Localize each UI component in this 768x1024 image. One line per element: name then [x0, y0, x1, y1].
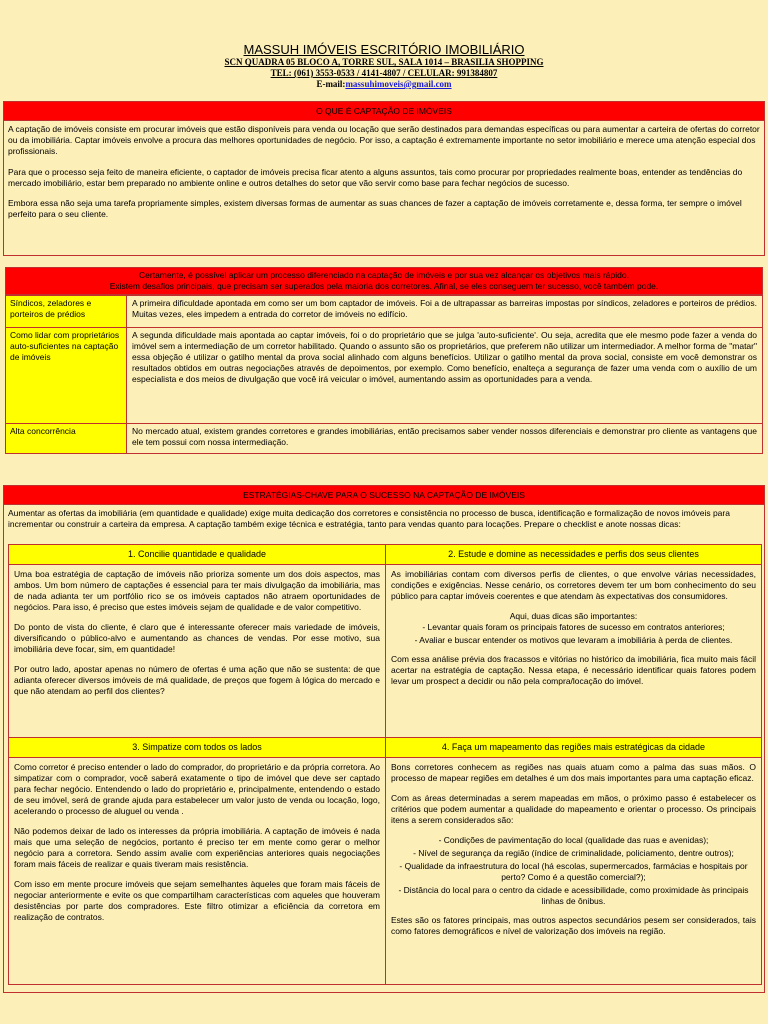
table-row: [6, 327, 762, 423]
list-item: - Avaliar e buscar entender os motivos que levaram a imobiliária à perda de clientes.: [414, 635, 733, 645]
row-label: Como lidar com proprietários auto-suficientes na captação de imóveis: [6, 328, 127, 423]
company-email-line: [0, 79, 768, 90]
row-text: A primeira dificuldade apontada em como ser um bom captador de imóveis. Foi a de ultrapassar as barreiras impostas por síndicos, zeladores e porteiros de prédios. Muitas vezes, eles impedem a entrada do corretor de imóveis no edifício.: [132, 298, 757, 319]
paragraph: As imobiliárias contam com diversos perfis de clientes, o que envolve várias necessidades, condições e exigências. Nesse cenário, os corretores devem ter um bom conhecimento do seu público para captar imóveis coerentes e que atendam às expectativas dos consumidores.: [391, 569, 756, 601]
tip-card: [9, 738, 385, 984]
tip-title: 2. Estude e domine as necessidades e perfis dos seus clientes: [386, 545, 761, 565]
tip-card: [385, 545, 761, 737]
tip-body: [9, 758, 385, 936]
paragraph: Por outro lado, apostar apenas no número de ofertas é uma ação que não se sustenta: de que adianta oferecer diversos imóveis de má qualidade, de preços que fogem à lógica do mercado e que não atendam ao perfil dos clientes?: [14, 664, 380, 696]
tip-list: [391, 835, 756, 907]
paragraph: Para que o processo seja feito de maneira eficiente, o captador de imóveis precisa ficar atento a alguns assuntos, tais como procurar por propriedades realmente boas, entender as tendências do mercado imobiliário, estar bem preparado no ambiente online e outros detalhes do setor que vão servir como base para fechar negócios de sucesso.: [8, 167, 743, 188]
paragraph: A captação de imóveis consiste em procurar imóveis que estão disponíveis para venda ou locação que serão destinados para demandas específicas ou para aumentar a carteira de ofertas do corretor ou da imobiliária. Captar imóveis envolve a procura das melhores oportunidades de negócio. Por isso, a captação é extremamente importante no setor imobiliário e merece uma atenção especial dos profissionais.: [8, 124, 760, 156]
table-row: [6, 295, 762, 327]
paragraph: Como corretor é preciso entender o lado do comprador, do proprietário e da própria corretora. Ao simpatizar com o comprador, você saberá exatamente o tipo de imóvel que deve ser captado para fechar negócio. Entendendo o lado do proprietário e, principalmente, entendendo o estado de seu imóvel, será de grande ajuda para estabelecer um valor justo de venda ou locação, logo, acelerando o processo de aluguel ou venda .: [14, 762, 380, 816]
tip-title: 4. Faça um mapeamento das regiões mais estratégicas da cidade: [386, 738, 761, 758]
tip-title: 1. Concilie quantidade e qualidade: [9, 545, 385, 565]
paragraph: Do ponto de vista do cliente, é claro que é interessante oferecer mais variedade de imóveis, diversificando o público-alvo e aumentando as chances de vendas. Por esse motivo, sua imobiliária deve focar, sim, em quantidade!: [14, 622, 380, 654]
list-item: - Nível de segurança da região (índice de criminalidade, policiamento, dentre outros);: [413, 848, 734, 858]
list-item: - Condições de pavimentação do local (qualidade das ruas e avenidas);: [438, 835, 709, 845]
row-text: A segunda dificuldade mais apontada ao captar imóveis, foi o do proprietário que se julga 'auto-suficiente'. Ou seja, acredita que ele mesmo pode fazer a venda do imóvel sem a intermediação de um corretor habilitado. Quando o assunto são os proprietários, que preferem não utilizar um intermediador. A melhor forma de "matar" essa objeção é utilizar o gatilho mental da prova social alinhado com alguns benefícios. Utilizar o gatilho mental da prova social, consiste em você demonstrar os resultados obtidos em outras negociações através de depoimentos, por exemplo. Como benefício, enalteça a segurança de fazer uma venda com o auxílio de um especialista e dos meios de divulgação que você irá veicular o imóvel, aumentando assim as oportunidades para a venda.: [132, 330, 757, 384]
challenges-table: [5, 267, 763, 454]
section-body: [4, 121, 764, 232]
strategies-heading: ESTRATÉGIAS-CHAVE PARA O SUCESSO NA CAPTAÇÃO DE IMÓVEIS: [4, 486, 764, 505]
paragraph: Estes são os fatores principais, mas outros aspectos secundários pesem ser considerados, tais como fatores demográficos e nível de valorização dos imóveis na região.: [391, 915, 756, 936]
row-label: Alta concorrência: [6, 424, 127, 453]
challenges-heading-line1: Certamente, é possível aplicar um processo diferenciado na captação de imóveis e por sua vez alcançar os objetivos mais rápido.: [139, 270, 629, 280]
paragraph: Embora essa não seja uma tarefa propriamente simples, existem diversas formas de aumentar as suas chances de fazer a captação de imóveis corretamente e, dessa forma, ter sempre o imóvel perfeito para o seu cliente.: [8, 198, 742, 219]
paragraph: Bons corretores conhecem as regiões nas quais atuam como a palma das suas mãos. O processo de mapear regiões em detalhes é um dos mais importantes para uma captação eficaz.: [391, 762, 756, 783]
section-heading: O QUE É CAPTAÇÃO DE IMÓVEIS: [4, 102, 764, 121]
strategies-grid: [8, 544, 762, 985]
company-title: MASSUH IMÓVEIS ESCRITÓRIO IMOBILIÁRIO: [243, 42, 525, 57]
list-item: - Qualidade da infraestrutura do local (há escolas, supermercados, farmácias e hospitais por perto? Como é a questão comercial?);: [399, 861, 748, 882]
paragraph: Com as áreas determinadas a serem mapeadas em mãos, o próximo passo é estabelecer os critérios que podem aumentar a qualidade do mapeamento e orientar o processo. Os principais itens a serem considerados são:: [391, 793, 756, 825]
email-label: E-mail:: [316, 79, 346, 89]
challenges-heading: [6, 268, 762, 295]
paragraph: Uma boa estratégia de captação de imóveis não prioriza somente um dos dois aspectos, mas ambos. Um bom número de captações é essencial para ter mais divulgação da imobiliária, mas de nada adianta ter um portfólio rico se os imóveis captados não atraem oportunidades de negócios. Para isso, é preciso que estes imóveis sejam de qualidade e de valor competitivo.: [14, 569, 380, 612]
row-label: Síndicos, zeladores e porteiros de prédios: [6, 296, 127, 327]
paragraph: Não podemos deixar de lado os interesses da própria imobiliária. A captação de imóveis é nada mais que uma seleção de negócios, portanto é preciso ter em mente como gerar o melhor negócio para a corretora. Sendo assim avalie com experiências anteriores quais negociações foram mais fáceis de realizar e quais tiveram mais resistência.: [14, 826, 380, 869]
document-header: [0, 0, 768, 90]
table-row: [6, 423, 762, 453]
company-phones: TEL: (061) 3553-0533 / 4141-4807 / CELULAR: 991384807: [270, 68, 498, 78]
tip-body: [9, 565, 385, 710]
tip-title: 3. Simpatize com todos os lados: [9, 738, 385, 758]
tip-list: [391, 622, 756, 646]
row-text: No mercado atual, existem grandes corretores e grandes imobiliárias, então precisamos saber vender nossos diferenciais e demonstrar pro cliente as vantagens que ele tem possui com nossa intermediação.: [132, 426, 757, 447]
company-address: SCN QUADRA 05 BLOCO A, TORRE SUL, SALA 1014 – BRASILIA SHOPPING: [224, 57, 544, 67]
list-item: - Distância do local para o centro da cidade e acessibilidade, como proximidade às principais linhas de ônibus.: [398, 885, 749, 906]
tip-body: [386, 565, 761, 700]
strategies-intro: Aumentar as ofertas da imobiliária (em quantidade e qualidade) exige muita dedicação dos corretores e consistência no processo de busca, identificação e formalização de novos imóveis para incrementar ou construir a carteira da empresa. A captação também exige técnica e estratégia, tanto para vendas quanto para locações. Prepare o checklist e anote nossas dicas:: [8, 508, 730, 529]
challenges-heading-line2: Existem desafios principais, que precisam ser superados pela maioria dos corretores. Afinal, se eles conseguem ter sucesso, você também pode.: [109, 281, 659, 291]
tip-card: [9, 545, 385, 737]
list-title: Aqui, duas dicas são importantes:: [509, 611, 638, 621]
list-item: - Levantar quais foram os principais fatores de sucesso em contratos anteriores;: [422, 622, 725, 632]
paragraph: Com essa análise prévia dos fracassos e vitórias no histórico da imobiliária, fica muito mais fácil acertar na estratégia de captação. Nessa etapa, é necessário identificar quais fatores podem levar um prospect a decidir ou não pela compra/locação do imóvel.: [391, 654, 756, 686]
tip-body: [386, 758, 761, 950]
paragraph: Com isso em mente procure imóveis que sejam semelhantes àqueles que foram mais fáceis de negociar anteriormente e evite os que compartilham características com aqueles que houveram desistências por parte dos compradores. Este filtro otimizar a eficiência da corretora em realização de contratos.: [14, 879, 380, 922]
email-link[interactable]: massuhimoveis@gmail.com: [345, 79, 452, 89]
tip-card: [385, 738, 761, 984]
section-what-is-captacao: [3, 101, 765, 256]
